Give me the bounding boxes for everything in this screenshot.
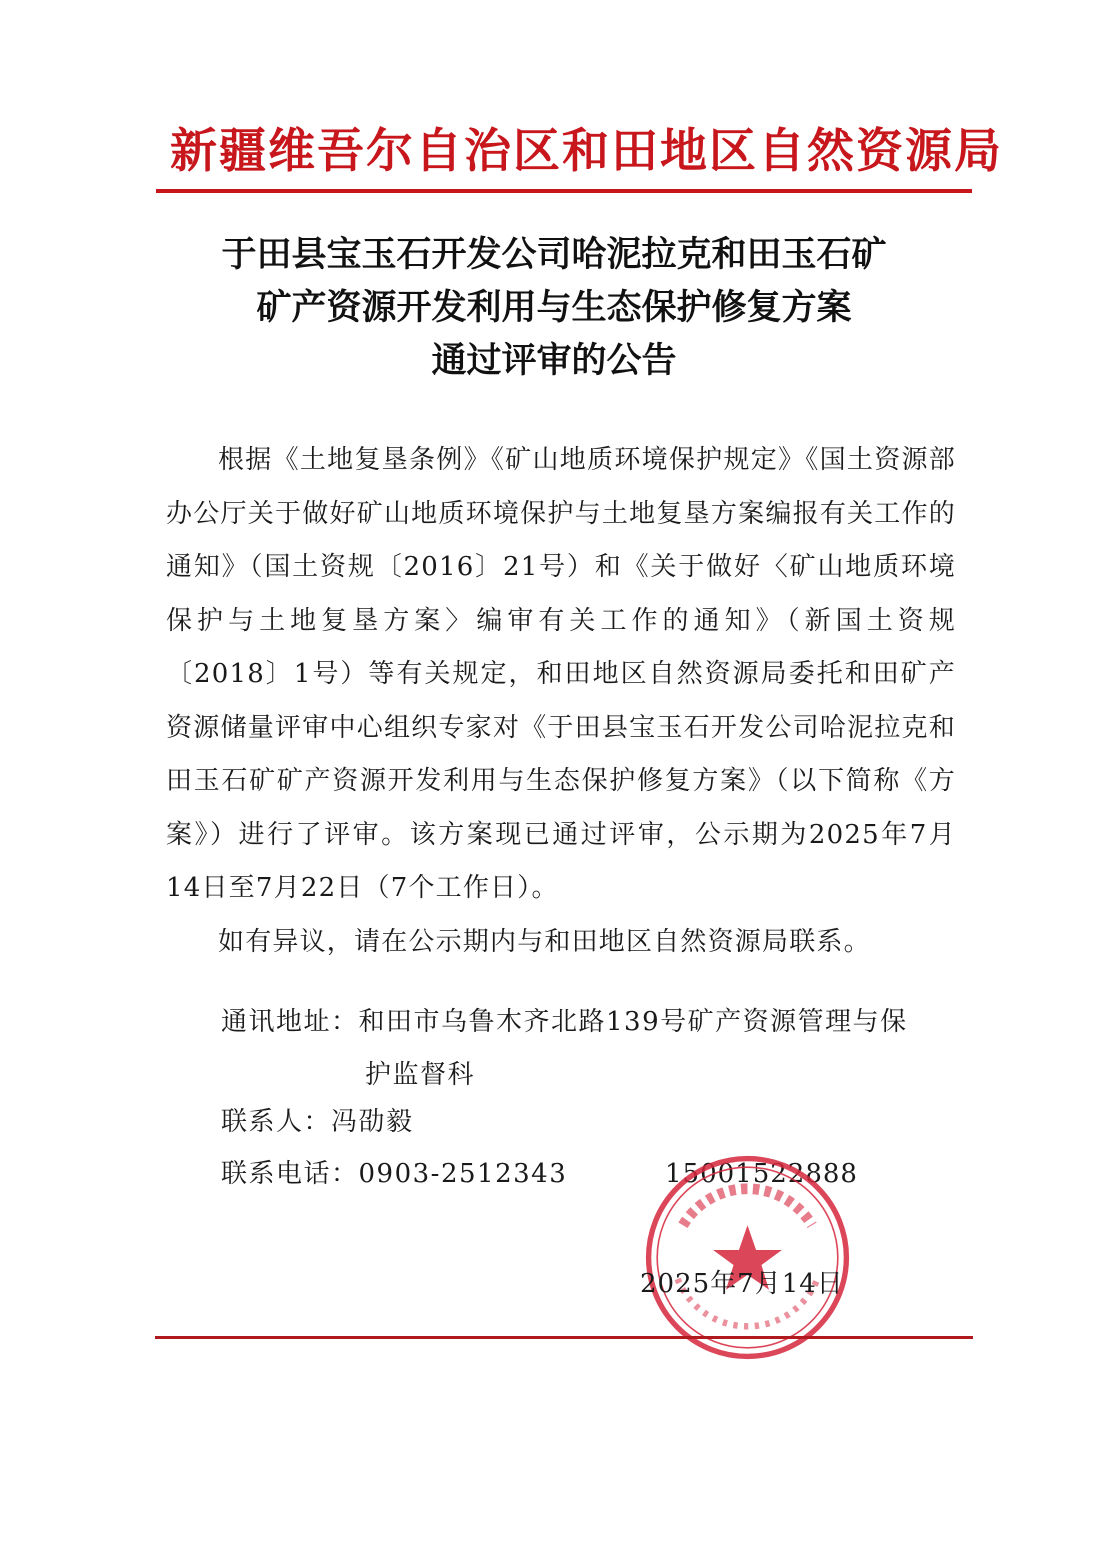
contact-person bbox=[221, 1096, 414, 1149]
title-line-1: 于田县宝玉石开发公司哈泥拉克和田玉石矿 bbox=[221, 234, 887, 275]
document-body bbox=[166, 434, 956, 969]
title-line-3: 通过评审的公告 bbox=[431, 340, 677, 381]
letterhead: 新疆维吾尔自治区和田地区自然资源局 bbox=[170, 124, 1003, 179]
footer-rule bbox=[155, 1336, 973, 1339]
contact-phone bbox=[221, 1148, 567, 1201]
mobile-number: 15001522888 bbox=[665, 1159, 858, 1189]
address-value: 和田市乌鲁木齐北路139号矿产资源管理与保 bbox=[358, 1007, 908, 1037]
contact-address bbox=[221, 996, 908, 1049]
address-label: 通讯地址： bbox=[221, 1007, 359, 1037]
body-paragraph-2: 如有异议，请在公示期内与和田地区自然资源局联系。 bbox=[218, 926, 871, 957]
phone-number: 0903-2512343 bbox=[358, 1159, 568, 1189]
body-paragraph-1: 根据《土地复垦条例》《矿山地质环境保护规定》《国土资源部办公厅关于做好矿山地质环境保护与土地复垦方案编报有关工作的通知》（国土资规〔2016〕21号）和《关于做好〈矿山地质环境保护与土地复垦方案〉编审有关工作的通知》（新国土资规〔2018〕1号）等有关规定，和田地区自然资源局委托和田矿产资源储量评审中心组织专家对《于田县宝玉石开发公司哈泥拉克和田玉石矿矿产资源开发利用与生态保护修复方案》（以下简称《方案》）进行了评审。该方案现已通过评审，公示期为2025年7月14日至7月22日（7个工作日）。 bbox=[166, 445, 956, 903]
address-continuation: 护监督科 bbox=[365, 1060, 476, 1090]
title-line-2: 矿产资源开发利用与生态保护修复方案 bbox=[256, 287, 852, 328]
person-name: 冯劭毅 bbox=[331, 1107, 414, 1137]
document-title bbox=[150, 228, 958, 387]
issue-date: 2025年7月14日 bbox=[640, 1269, 844, 1299]
phone-label: 联系电话： bbox=[221, 1159, 359, 1189]
letterhead-red-rule bbox=[156, 189, 972, 193]
person-label: 联系人： bbox=[221, 1107, 332, 1137]
